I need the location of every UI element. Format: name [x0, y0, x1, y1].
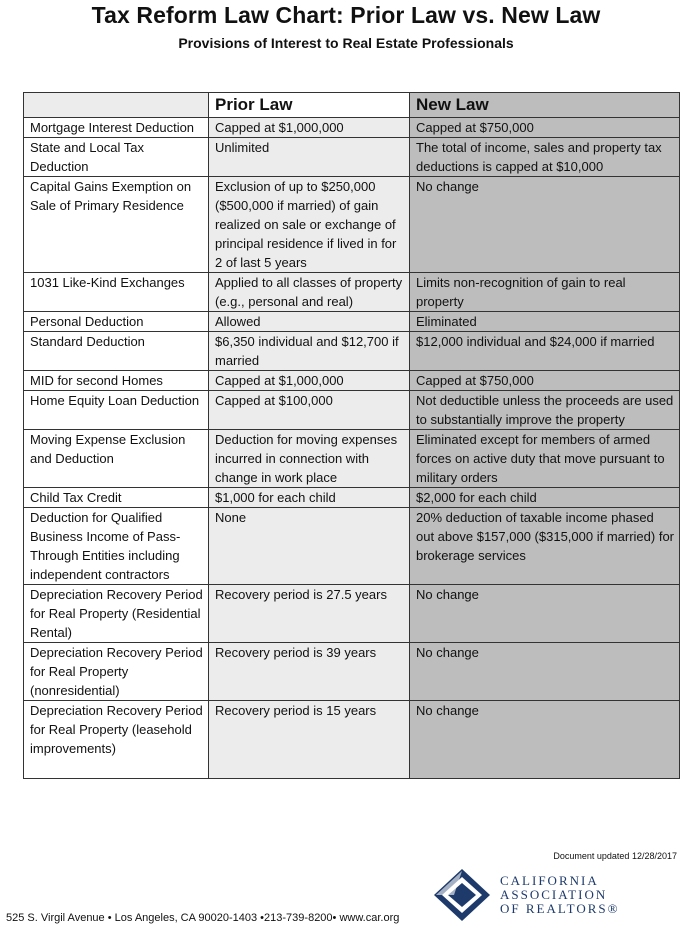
prior-law-cell: Capped at $100,000: [209, 391, 410, 430]
new-law-cell: 20% deduction of taxable income phased out above $157,000 ($315,000 if married) for brokerage services: [410, 508, 680, 585]
provision-cell: 1031 Like-Kind Exchanges: [24, 273, 209, 312]
page-subtitle: Provisions of Interest to Real Estate Professionals: [178, 35, 514, 51]
new-law-cell: Eliminated: [410, 312, 680, 332]
table-header-row: [24, 93, 680, 118]
new-law-cell: Capped at $750,000: [410, 118, 680, 138]
org-name-line: ASSOCIATION: [500, 887, 608, 902]
table-row: [24, 585, 680, 643]
new-law-cell: Capped at $750,000: [410, 371, 680, 391]
prior-law-cell: None: [209, 508, 410, 585]
page-title: Tax Reform Law Chart: Prior Law vs. New Law: [91, 2, 601, 28]
table-row: [24, 701, 680, 779]
new-law-cell: $12,000 individual and $24,000 if married: [410, 332, 680, 371]
table-row: [24, 177, 680, 273]
prior-law-cell: Recovery period is 39 years: [209, 643, 410, 701]
provision-cell: Child Tax Credit: [24, 488, 209, 508]
provision-cell: Home Equity Loan Deduction: [24, 391, 209, 430]
table-row: [24, 430, 680, 488]
prior-law-cell: Exclusion of up to $250,000 ($500,000 if married) of gain realized on sale or exchange of principal residence if lived in for 2 of last 5 years: [209, 177, 410, 273]
column-header-provision: [24, 93, 209, 118]
prior-law-cell: $6,350 individual and $12,700 if married: [209, 332, 410, 371]
provision-cell: Standard Deduction: [24, 332, 209, 371]
org-name-line: OF REALTORS®: [500, 901, 620, 916]
table-row: [24, 118, 680, 138]
org-name-line: CALIFORNIA: [500, 873, 599, 888]
document-updated-date: Document updated 12/28/2017: [553, 851, 677, 861]
column-header-new-law: New Law: [410, 93, 680, 118]
prior-law-cell: Deduction for moving expenses incurred in connection with change in work place: [209, 430, 410, 488]
new-law-cell: Not deductible unless the proceeds are used to substantially improve the property: [410, 391, 680, 430]
new-law-cell: No change: [410, 701, 680, 779]
table-row: [24, 332, 680, 371]
prior-law-cell: Capped at $1,000,000: [209, 118, 410, 138]
provision-cell: Depreciation Recovery Period for Real Property (Residential Rental): [24, 585, 209, 643]
table-row: [24, 643, 680, 701]
table-row: [24, 488, 680, 508]
provision-cell: Deduction for Qualified Business Income of Pass-Through Entities including independent contractors: [24, 508, 209, 585]
comparison-table: [23, 92, 680, 779]
table-row: [24, 508, 680, 585]
new-law-cell: No change: [410, 643, 680, 701]
provision-cell: MID for second Homes: [24, 371, 209, 391]
prior-law-cell: Capped at $1,000,000: [209, 371, 410, 391]
provision-cell: Depreciation Recovery Period for Real Property (nonresidential): [24, 643, 209, 701]
new-law-cell: Limits non-recognition of gain to real property: [410, 273, 680, 312]
prior-law-cell: Recovery period is 27.5 years: [209, 585, 410, 643]
provision-cell: Personal Deduction: [24, 312, 209, 332]
prior-law-cell: $1,000 for each child: [209, 488, 410, 508]
new-law-cell: $2,000 for each child: [410, 488, 680, 508]
org-name: [500, 874, 620, 916]
new-law-cell: Eliminated except for members of armed forces on active duty that move pursuant to military orders: [410, 430, 680, 488]
prior-law-cell: Allowed: [209, 312, 410, 332]
table-row: [24, 273, 680, 312]
provision-cell: Mortgage Interest Deduction: [24, 118, 209, 138]
table-row: [24, 371, 680, 391]
new-law-cell: No change: [410, 585, 680, 643]
table-row: [24, 391, 680, 430]
table-row: [24, 312, 680, 332]
provision-cell: Capital Gains Exemption on Sale of Primary Residence: [24, 177, 209, 273]
prior-law-cell: Unlimited: [209, 138, 410, 177]
table-row: [24, 138, 680, 177]
car-logo-icon: [432, 867, 492, 921]
new-law-cell: No change: [410, 177, 680, 273]
new-law-cell: The total of income, sales and property tax deductions is capped at $10,000: [410, 138, 680, 177]
column-header-prior-law: Prior Law: [209, 93, 410, 118]
prior-law-cell: Recovery period is 15 years: [209, 701, 410, 779]
prior-law-cell: Applied to all classes of property (e.g., personal and real): [209, 273, 410, 312]
provision-cell: Moving Expense Exclusion and Deduction: [24, 430, 209, 488]
org-address: 525 S. Virgil Avenue • Los Angeles, CA 90020-1403 •213-739-8200• www.car.org: [6, 912, 400, 924]
provision-cell: Depreciation Recovery Period for Real Property (leasehold improvements): [24, 701, 209, 779]
provision-cell: State and Local Tax Deduction: [24, 138, 209, 177]
